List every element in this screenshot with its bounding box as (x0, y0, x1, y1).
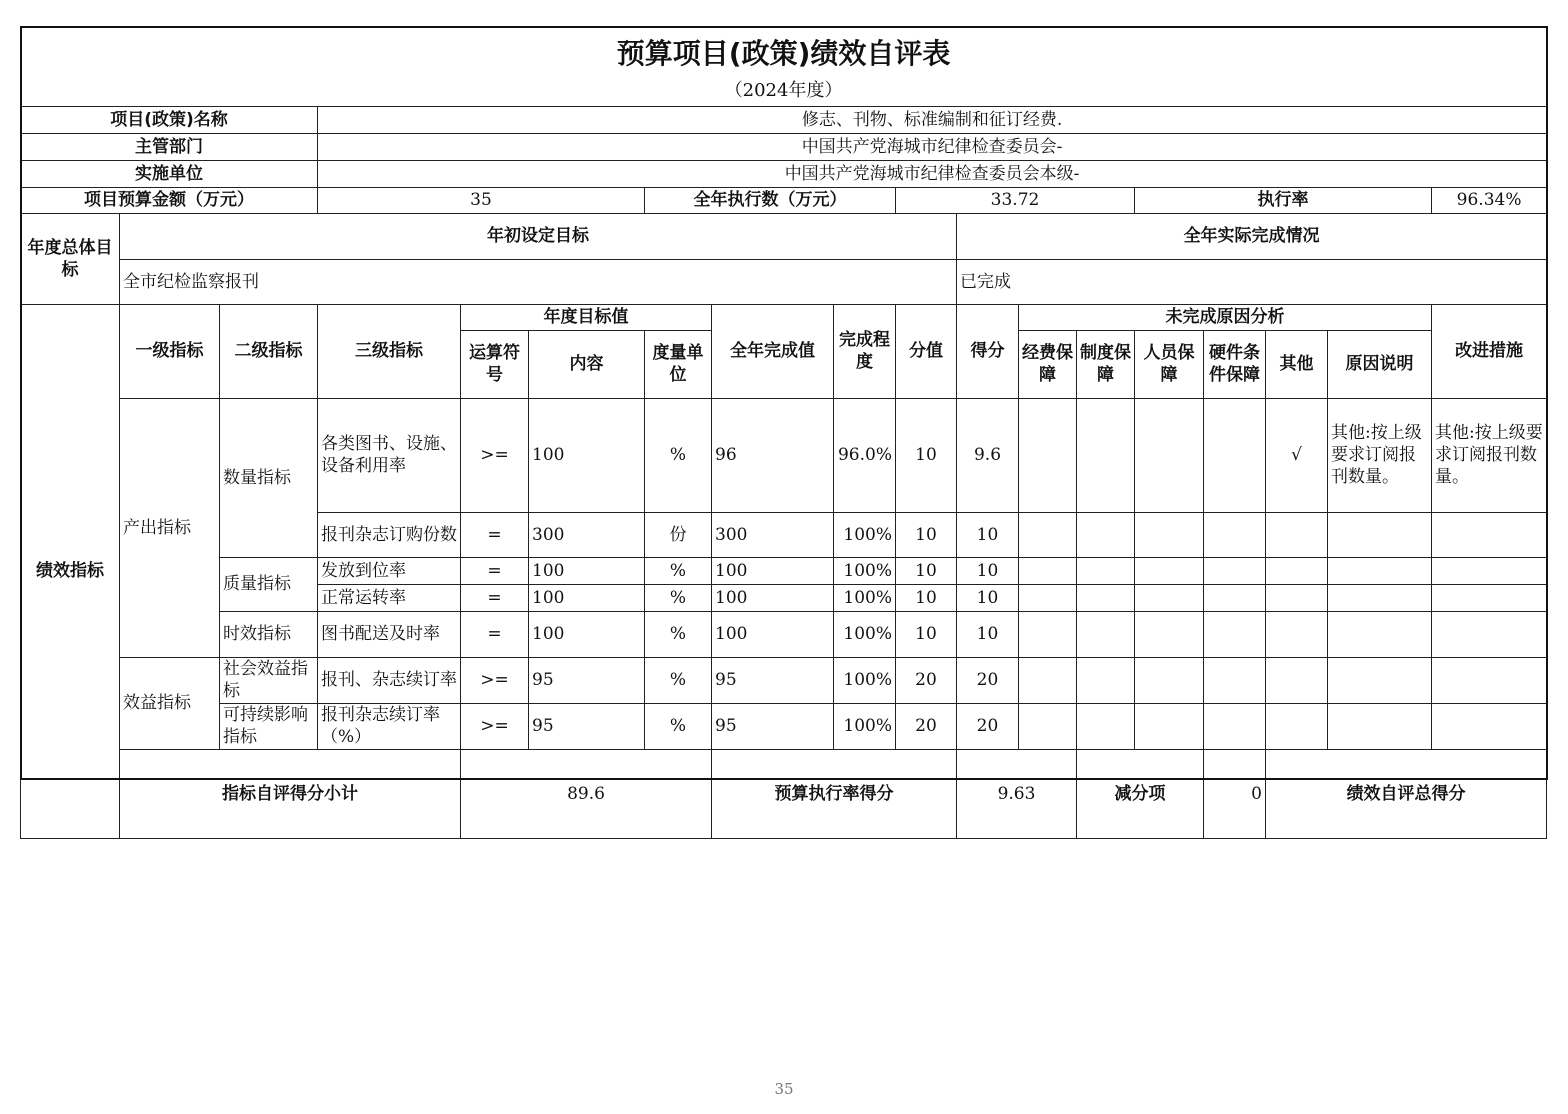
row-reason-system (1077, 557, 1135, 584)
row-actual: 96 (712, 398, 834, 512)
row-op: = (461, 557, 529, 584)
row-reason-fund (1019, 512, 1077, 557)
row-reason-fund (1019, 703, 1077, 749)
row-content: 100 (529, 398, 645, 512)
row-degree: 96.0% (834, 398, 896, 512)
header-l2: 二级指标 (220, 304, 318, 398)
row-reason-staff (1135, 512, 1204, 557)
header-content: 内容 (529, 330, 645, 398)
row-content: 100 (529, 611, 645, 657)
budget-label: 项目预算金额（万元） (21, 187, 318, 213)
row-reason-other (1266, 557, 1328, 584)
row-reason-other: √ (1266, 398, 1328, 512)
table-row (21, 703, 1547, 749)
row-reason-other (1266, 611, 1328, 657)
header-degree: 完成程度 (834, 304, 896, 398)
exec-value: 33.72 (896, 187, 1135, 213)
row-improve: 其他:按上级要求订阅报刊数量。 (1432, 398, 1547, 512)
row-reason-staff (1135, 584, 1204, 611)
row-op: >= (461, 703, 529, 749)
goal-initial-header: 年初设定目标 (120, 213, 957, 259)
dept-value: 中国共产党海城市纪律检查委员会- (318, 133, 1547, 160)
evaluation-table (20, 26, 1547, 839)
rate-value: 96.34% (1432, 187, 1547, 213)
row-l3: 正常运转率 (318, 584, 461, 611)
row-points: 20 (896, 703, 957, 749)
row-reason-system (1077, 584, 1135, 611)
row-l3: 各类图书、设施、设备利用率 (318, 398, 461, 512)
goal-label: 年度总体目标 (21, 213, 120, 304)
row-reason-staff (1135, 703, 1204, 749)
row-unit: 份 (645, 512, 712, 557)
perf-indicator-label: 绩效指标 (21, 304, 120, 838)
row-reason-hardware (1204, 557, 1266, 584)
row-content: 95 (529, 657, 645, 703)
row-score: 10 (957, 611, 1019, 657)
header-improve: 改进措施 (1432, 304, 1547, 398)
header-reason-hardware: 硬件条件保障 (1204, 330, 1266, 398)
row-l3: 报刊、杂志续订率 (318, 657, 461, 703)
row-actual: 100 (712, 611, 834, 657)
row-unit: % (645, 703, 712, 749)
row-reason-hardware (1204, 657, 1266, 703)
row-improve (1432, 703, 1547, 749)
unit-value: 中国共产党海城市纪律检查委员会本级- (318, 160, 1547, 187)
table-row (21, 611, 1547, 657)
row-degree: 100% (834, 703, 896, 749)
group-output: 产出指标 (120, 398, 220, 657)
header-target-group: 年度目标值 (461, 304, 712, 330)
row-score: 9.6 (957, 398, 1019, 512)
row-reason-system (1077, 398, 1135, 512)
row-score: 20 (957, 657, 1019, 703)
group-social: 社会效益指标 (220, 657, 318, 703)
row-reason-fund (1019, 584, 1077, 611)
row-unit: % (645, 611, 712, 657)
row-score: 20 (957, 703, 1019, 749)
page-title: 预算项目(政策)绩效自评表 (616, 37, 951, 70)
group-quantity: 数量指标 (220, 398, 318, 557)
row-improve (1432, 512, 1547, 557)
row-degree: 100% (834, 611, 896, 657)
row-content: 95 (529, 703, 645, 749)
rate-label: 执行率 (1135, 187, 1432, 213)
row-degree: 100% (834, 584, 896, 611)
row-improve (1432, 657, 1547, 703)
project-name-value: 修志、刊物、标准编制和征订经费. (318, 106, 1547, 133)
header-l3: 三级指标 (318, 304, 461, 398)
row-actual: 95 (712, 703, 834, 749)
row-points: 10 (896, 611, 957, 657)
group-benefit: 效益指标 (120, 657, 220, 749)
header-l1: 一级指标 (120, 304, 220, 398)
header-score: 得分 (957, 304, 1019, 398)
row-l3: 图书配送及时率 (318, 611, 461, 657)
row-reason-desc (1328, 657, 1432, 703)
row-reason-fund (1019, 398, 1077, 512)
row-reason-staff (1135, 557, 1204, 584)
row-unit: % (645, 584, 712, 611)
deduct-value: 0 (1204, 749, 1266, 838)
row-reason-system (1077, 611, 1135, 657)
row-content: 300 (529, 512, 645, 557)
row-actual: 100 (712, 584, 834, 611)
evaluation-sheet (20, 26, 1546, 839)
unit-label: 实施单位 (21, 160, 318, 187)
row-actual: 95 (712, 657, 834, 703)
goal-actual-header: 全年实际完成情况 (957, 213, 1547, 259)
row-score: 10 (957, 584, 1019, 611)
row-op: = (461, 611, 529, 657)
table-row (21, 657, 1547, 703)
header-reason-staff: 人员保障 (1135, 330, 1204, 398)
row-op: = (461, 584, 529, 611)
row-reason-other (1266, 703, 1328, 749)
goal-actual-value: 已完成 (957, 259, 1547, 304)
total-label: 绩效自评总得分 (1266, 749, 1547, 838)
subtotal-value: 89.6 (461, 749, 712, 838)
group-sustain: 可持续影响指标 (220, 703, 318, 749)
budget-score-label: 预算执行率得分 (712, 749, 957, 838)
row-reason-other (1266, 584, 1328, 611)
row-score: 10 (957, 512, 1019, 557)
row-reason-other (1266, 657, 1328, 703)
row-reason-desc (1328, 611, 1432, 657)
subtotal-label: 指标自评得分小计 (120, 749, 461, 838)
row-improve (1432, 557, 1547, 584)
table-row (21, 398, 1547, 512)
row-op: = (461, 512, 529, 557)
row-points: 10 (896, 512, 957, 557)
goal-initial-value: 全市纪检监察报刊 (120, 259, 957, 304)
row-reason-system (1077, 512, 1135, 557)
row-reason-hardware (1204, 584, 1266, 611)
deduct-label: 减分项 (1077, 749, 1204, 838)
row-reason-fund (1019, 657, 1077, 703)
header-unit: 度量单位 (645, 330, 712, 398)
row-reason-hardware (1204, 398, 1266, 512)
row-reason-other (1266, 512, 1328, 557)
row-reason-system (1077, 657, 1135, 703)
row-reason-staff (1135, 611, 1204, 657)
page-number: 35 (774, 1080, 794, 1098)
group-quality: 质量指标 (220, 557, 318, 611)
header-reason-system: 制度保障 (1077, 330, 1135, 398)
header-reason-group: 未完成原因分析 (1019, 304, 1432, 330)
row-degree: 100% (834, 512, 896, 557)
row-unit: % (645, 398, 712, 512)
header-reason-fund: 经费保障 (1019, 330, 1077, 398)
row-l3: 报刊杂志续订率（%） (318, 703, 461, 749)
row-op: >= (461, 657, 529, 703)
row-reason-desc (1328, 584, 1432, 611)
row-reason-desc (1328, 512, 1432, 557)
row-actual: 300 (712, 512, 834, 557)
row-degree: 100% (834, 657, 896, 703)
row-degree: 100% (834, 557, 896, 584)
row-op: >= (461, 398, 529, 512)
header-points: 分值 (896, 304, 957, 398)
row-content: 100 (529, 584, 645, 611)
header-reason-other: 其他 (1266, 330, 1328, 398)
budget-value: 35 (318, 187, 645, 213)
header-op: 运算符号 (461, 330, 529, 398)
row-l3: 报刊杂志订购份数 (318, 512, 461, 557)
row-score: 10 (957, 557, 1019, 584)
row-reason-system (1077, 703, 1135, 749)
row-points: 10 (896, 557, 957, 584)
row-reason-desc (1328, 703, 1432, 749)
row-reason-staff (1135, 398, 1204, 512)
row-unit: % (645, 657, 712, 703)
budget-score-value: 9.63 (957, 749, 1077, 838)
row-reason-fund (1019, 611, 1077, 657)
row-points: 20 (896, 657, 957, 703)
row-reason-fund (1019, 557, 1077, 584)
header-actual: 全年完成值 (712, 304, 834, 398)
row-points: 10 (896, 584, 957, 611)
row-reason-hardware (1204, 611, 1266, 657)
row-actual: 100 (712, 557, 834, 584)
row-reason-hardware (1204, 512, 1266, 557)
row-content: 100 (529, 557, 645, 584)
row-reason-desc: 其他:按上级要求订阅报刊数量。 (1328, 398, 1432, 512)
row-reason-hardware (1204, 703, 1266, 749)
dept-label: 主管部门 (21, 133, 318, 160)
header-reason-desc: 原因说明 (1328, 330, 1432, 398)
year-subtitle: （2024年度） (21, 76, 1547, 106)
row-points: 10 (896, 398, 957, 512)
row-improve (1432, 584, 1547, 611)
exec-label: 全年执行数（万元） (645, 187, 896, 213)
table-row (21, 557, 1547, 584)
row-improve (1432, 611, 1547, 657)
group-timeliness: 时效指标 (220, 611, 318, 657)
row-unit: % (645, 557, 712, 584)
row-l3: 发放到位率 (318, 557, 461, 584)
project-name-label: 项目(政策)名称 (21, 106, 318, 133)
row-reason-desc (1328, 557, 1432, 584)
row-reason-staff (1135, 657, 1204, 703)
